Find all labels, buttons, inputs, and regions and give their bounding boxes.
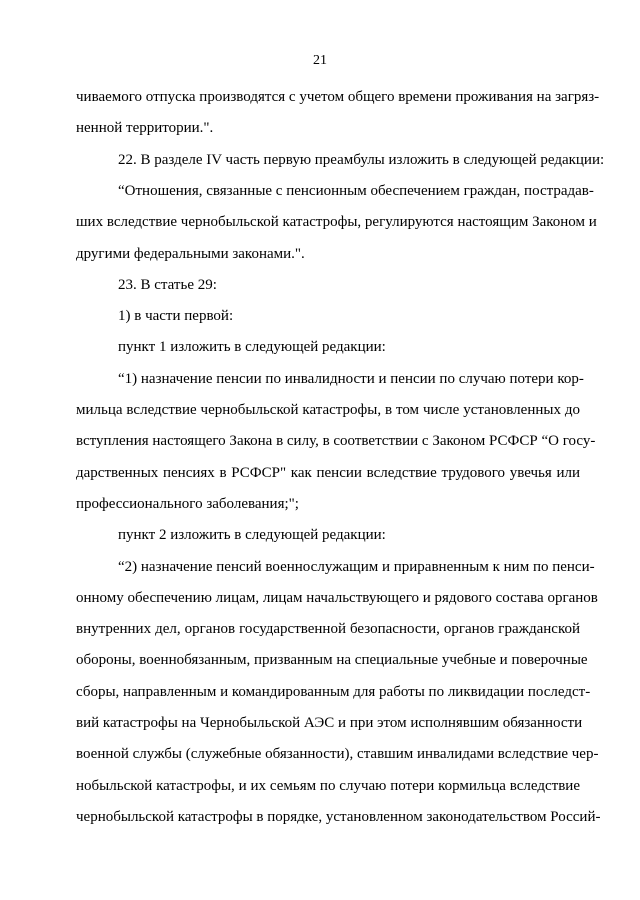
text-line: ших вследствие чернобыльской катастрофы, регулируются настоящим Законом и [76, 214, 597, 230]
text-line: ненной территории.". [76, 120, 214, 136]
text-line: чернобыльской катастрофы в порядке, установленном законодательством Россий- [76, 809, 601, 825]
text-line: 23. В статье 29: [118, 277, 217, 293]
text-line: “2) назначение пенсий военнослужащим и приравненным к ним по пенси- [118, 559, 595, 575]
text-line: мильца вследствие чернобыльской катастрофы, в том числе установленных до [76, 402, 580, 418]
text-line: профессионального заболевания;"; [76, 496, 299, 512]
text-line: пункт 2 изложить в следующей редакции: [118, 527, 386, 543]
text-line: “1) назначение пенсии по инвалидности и пенсии по случаю потери кор- [118, 371, 584, 387]
text-line: нобыльской катастрофы, и их семьям по случаю потери кормильца вследствие [76, 778, 580, 794]
text-line: другими федеральными законами.". [76, 246, 305, 262]
text-line: вступления настоящего Закона в силу, в соответствии с Законом РСФСР “О госу- [76, 433, 596, 449]
text-line: пункт 1 изложить в следующей редакции: [118, 339, 386, 355]
text-line: “Отношения, связанные с пенсионным обеспечением граждан, пострадав- [118, 183, 594, 199]
text-line: вий катастрофы на Чернобыльской АЭС и при этом исполнявшим обязанности [76, 715, 583, 731]
text-line: сборы, направленным и командированным для работы по ликвидации последст- [76, 684, 591, 700]
page-number: 21 [313, 53, 327, 68]
text-line: военной службы (служебные обязанности), ставшим инвалидами вследствие чер- [76, 746, 599, 762]
text-line: дарственных пенсиях в РСФСР" как пенсии вследствие трудового увечья или [76, 465, 580, 481]
text-line: обороны, военнобязанным, призванным на специальные учебные и поверочные [76, 652, 588, 668]
text-line: 22. В разделе IV часть первую преамбулы изложить в следующей редакции: [118, 152, 605, 168]
text-line: чиваемого отпуска производятся с учетом общего времени проживания на загряз- [76, 89, 600, 105]
text-line: 1) в части первой: [118, 308, 234, 324]
text-line: внутренних дел, органов государственной безопасности, органов гражданской [76, 621, 580, 637]
text-line: онному обеспечению лицам, лицам начальствующего и рядового состава органов [76, 590, 598, 606]
